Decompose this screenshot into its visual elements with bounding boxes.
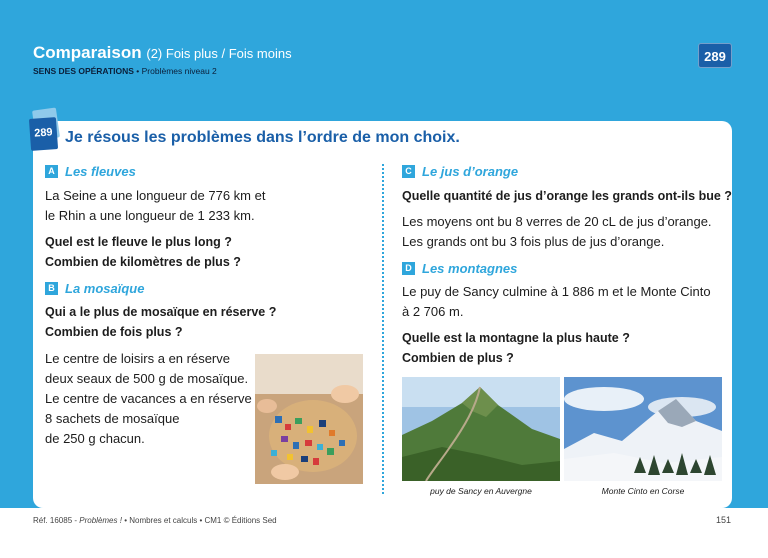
section-d-header <box>402 261 517 276</box>
section-b-title: La mosaïque <box>65 281 145 296</box>
section-c-line: Les grands ont bu 3 fois plus de jus d’orange. <box>402 234 665 249</box>
title-sub: (2) Fois plus / Fois moins <box>146 46 292 61</box>
section-b-header <box>45 281 144 296</box>
footer-reference <box>33 516 277 525</box>
mosaic-photo <box>255 354 363 484</box>
sancy-photo <box>402 377 560 481</box>
section-b-text <box>45 349 252 449</box>
cinto-caption: Monte Cinto en Corse <box>601 486 685 496</box>
section-a-header <box>45 164 136 179</box>
exercise-badge: 289 <box>29 117 58 151</box>
section-a-text <box>45 186 265 226</box>
cinto-photo <box>564 377 722 481</box>
section-b-line: 8 sachets de mosaïque <box>45 411 180 426</box>
section-d-text <box>402 282 711 322</box>
section-c-line: Les moyens ont bu 8 verres de 20 cL de jus d’orange. <box>402 214 712 229</box>
cinto-illustration <box>564 377 722 481</box>
section-b-question: Qui a le plus de mosaïque en réserve ? <box>45 305 277 319</box>
section-a-line: La Seine a une longueur de 776 km et <box>45 188 266 203</box>
section-d-line: à 2 706 m. <box>402 304 464 319</box>
section-d-questions <box>402 328 630 368</box>
footer-book: Problèmes ! <box>79 516 122 525</box>
section-b-line: deux seaux de 500 g de mosaïque. <box>45 371 249 386</box>
section-d-line: Le puy de Sancy culmine à 1 886 m et le Monte Cinto <box>402 284 711 299</box>
section-d-letter: D <box>402 262 415 275</box>
page-subtitle <box>33 66 217 76</box>
sancy-caption: puy de Sancy en Auvergne <box>430 486 532 496</box>
section-a-letter: A <box>45 165 58 178</box>
exercise-number-box: 289 <box>698 43 732 68</box>
mosaic-illustration <box>255 354 363 484</box>
section-a-line: le Rhin a une longueur de 1 233 km. <box>45 208 255 223</box>
section-b-questions <box>45 302 276 342</box>
section-c-question: Quelle quantité de jus d’orange les grands ont-ils bue ? <box>402 189 732 203</box>
subtitle-main: SENS DES OPÉRATIONS <box>33 66 134 76</box>
sancy-illustration <box>402 377 560 481</box>
title-main: Comparaison <box>33 43 142 62</box>
footer-ref: Réf. 16085 - <box>33 516 78 525</box>
section-c-letter: C <box>402 165 415 178</box>
section-d-question: Quelle est la montagne la plus haute ? <box>402 331 630 345</box>
section-d-title: Les montagnes <box>422 261 518 276</box>
section-a-title: Les fleuves <box>65 164 136 179</box>
section-a-questions <box>45 232 241 272</box>
section-c-text <box>402 212 712 252</box>
section-d-question: Combien de plus ? <box>402 351 514 365</box>
page-title <box>33 43 292 63</box>
section-b-line: Le centre de loisirs a en réserve <box>45 351 230 366</box>
section-b-line: de 250 g chacun. <box>45 431 145 446</box>
section-b-letter: B <box>45 282 58 295</box>
section-c-title: Le jus d’orange <box>422 164 519 179</box>
section-a-question: Combien de kilomètres de plus ? <box>45 255 241 269</box>
section-b-line: Le centre de vacances a en réserve <box>45 391 252 406</box>
column-divider <box>382 164 384 494</box>
section-b-question: Combien de fois plus ? <box>45 325 183 339</box>
section-a-question: Quel est le fleuve le plus long ? <box>45 235 232 249</box>
section-c-header <box>402 164 518 179</box>
footer-rest: • Nombres et calculs • CM1 © Éditions Sed <box>124 516 277 525</box>
subtitle-level: • Problèmes niveau 2 <box>136 66 217 76</box>
exercise-heading: Je résous les problèmes dans l’ordre de mon choix. <box>65 129 460 146</box>
page-number: 151 <box>716 515 732 525</box>
